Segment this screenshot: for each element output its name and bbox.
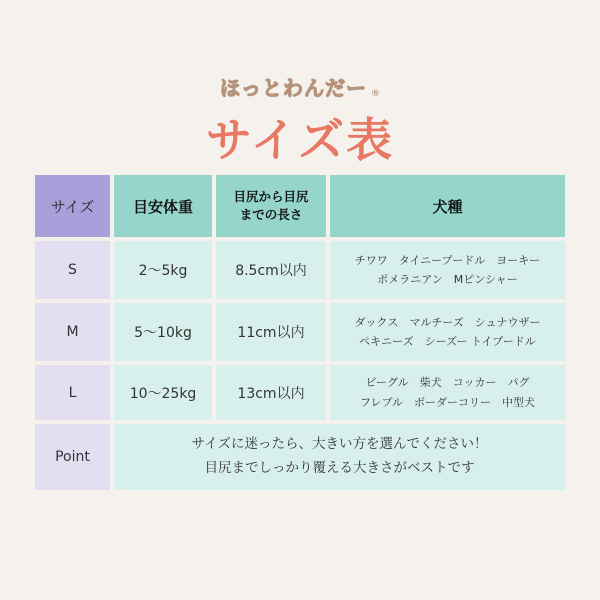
row-l-size: L <box>35 365 110 420</box>
row-s-size: S <box>35 241 110 299</box>
row-s-breeds: チワワ タイニープードル ヨーキー ポメラニアン Mピンシャー <box>330 241 565 299</box>
point-label: Point <box>35 424 110 490</box>
registered-mark: ® <box>371 89 380 99</box>
header-breeds: 犬種 <box>330 175 565 237</box>
header-size: サイズ <box>35 175 110 237</box>
row-s-weight: 2〜5kg <box>114 241 212 299</box>
point-text: サイズに迷ったら、大きい方を選んでください！ 目尻までしっかり覆える大きさがベストです <box>114 424 565 490</box>
brand-name: ほっとわんだー <box>220 76 367 100</box>
header-length: 目尻から目尻 までの長さ <box>216 175 326 237</box>
row-m-weight: 5〜10kg <box>114 303 212 361</box>
row-m-size: M <box>35 303 110 361</box>
row-l-breeds: ビーグル 柴犬 コッカー パグ フレブル ボーダーコリー 中型犬 <box>330 365 565 420</box>
header-weight: 目安体重 <box>114 175 212 237</box>
brand-logo <box>0 72 600 101</box>
row-m-breeds: ダックス マルチーズ シュナウザー ペキニーズ シーズー トイプードル <box>330 303 565 361</box>
row-s-length: 8.5cm以内 <box>216 241 326 299</box>
row-l-length: 13cm以内 <box>216 365 326 420</box>
page-title: サイズ表 <box>205 113 395 167</box>
row-l-weight: 10〜25kg <box>114 365 212 420</box>
row-m-length: 11cm以内 <box>216 303 326 361</box>
